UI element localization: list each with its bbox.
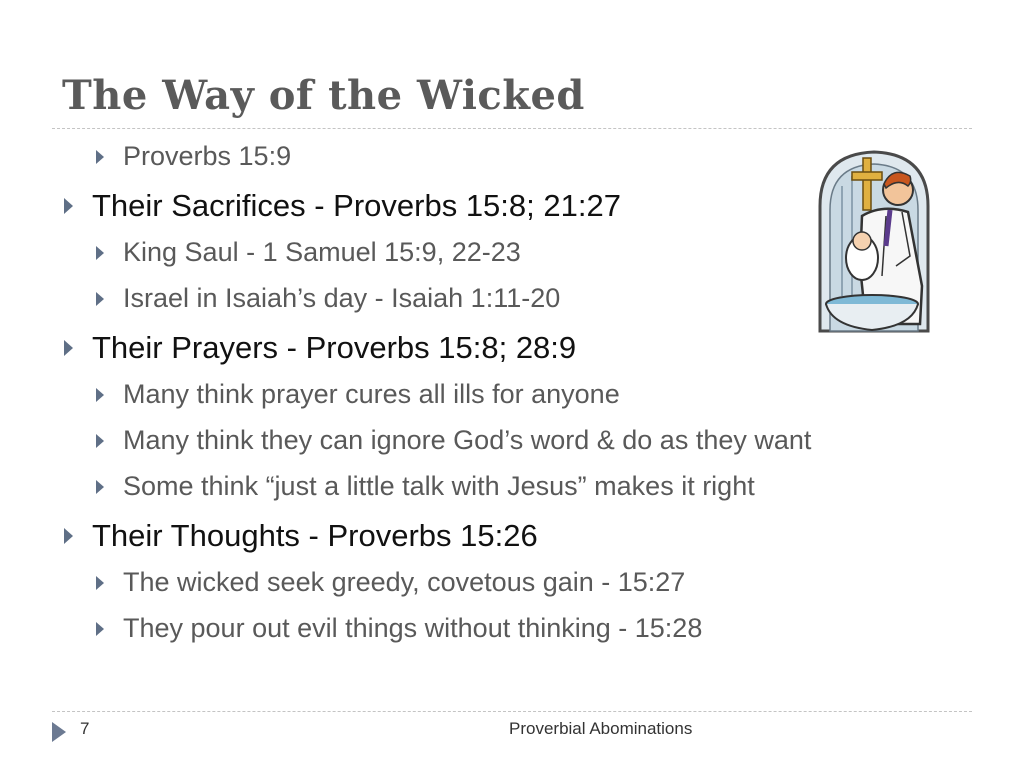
bullet-text: Many think they can ignore God’s word & do as they want	[123, 425, 812, 455]
list-item	[96, 567, 685, 598]
list-item	[64, 330, 576, 366]
bullet-arrow-icon	[96, 434, 104, 448]
bullet-arrow-icon	[64, 198, 73, 214]
bullet-text: Israel in Isaiah’s day - Isaiah 1:11-20	[123, 283, 561, 313]
list-item	[96, 141, 291, 172]
bullet-text: Proverbs 15:9	[123, 141, 292, 171]
list-item	[96, 379, 620, 410]
bullet-arrow-icon	[96, 292, 104, 306]
bullet-arrow-icon	[96, 480, 104, 494]
list-item	[64, 188, 621, 224]
list-item	[96, 237, 521, 268]
page-number: 7	[80, 719, 90, 738]
bullet-arrow-icon	[96, 246, 104, 260]
list-item	[96, 283, 560, 314]
priest-baptism-clipart	[812, 146, 936, 336]
bullet-arrow-icon	[96, 150, 104, 164]
footer-presentation-title: Proverbial Abominations	[509, 719, 693, 738]
bullet-arrow-icon	[96, 576, 104, 590]
footer-divider	[52, 711, 972, 712]
bullet-text: Many think prayer cures all ills for anyone	[123, 379, 620, 409]
bullet-text: They pour out evil things without thinking - 15:28	[123, 613, 703, 643]
bullet-arrow-icon	[64, 340, 73, 356]
bullet-text: Their Sacrifices - Proverbs 15:8; 21:27	[92, 188, 621, 223]
list-item	[64, 518, 538, 554]
bullet-arrow-icon	[96, 622, 104, 636]
bullet-text: Some think “just a little talk with Jesus” makes it right	[123, 471, 755, 501]
footer-arrow-icon	[52, 722, 66, 742]
bullet-text: Their Prayers - Proverbs 15:8; 28:9	[92, 330, 577, 365]
bullet-text: The wicked seek greedy, covetous gain - 15:27	[123, 567, 686, 597]
list-item	[96, 613, 702, 644]
list-item	[96, 471, 755, 502]
list-item	[96, 425, 811, 456]
bullet-arrow-icon	[64, 528, 73, 544]
bullet-text: King Saul - 1 Samuel 15:9, 22-23	[123, 237, 521, 267]
slide-title: The Way of the Wicked	[62, 72, 585, 119]
bullet-text: Their Thoughts - Proverbs 15:26	[92, 518, 538, 553]
bullet-arrow-icon	[96, 388, 104, 402]
